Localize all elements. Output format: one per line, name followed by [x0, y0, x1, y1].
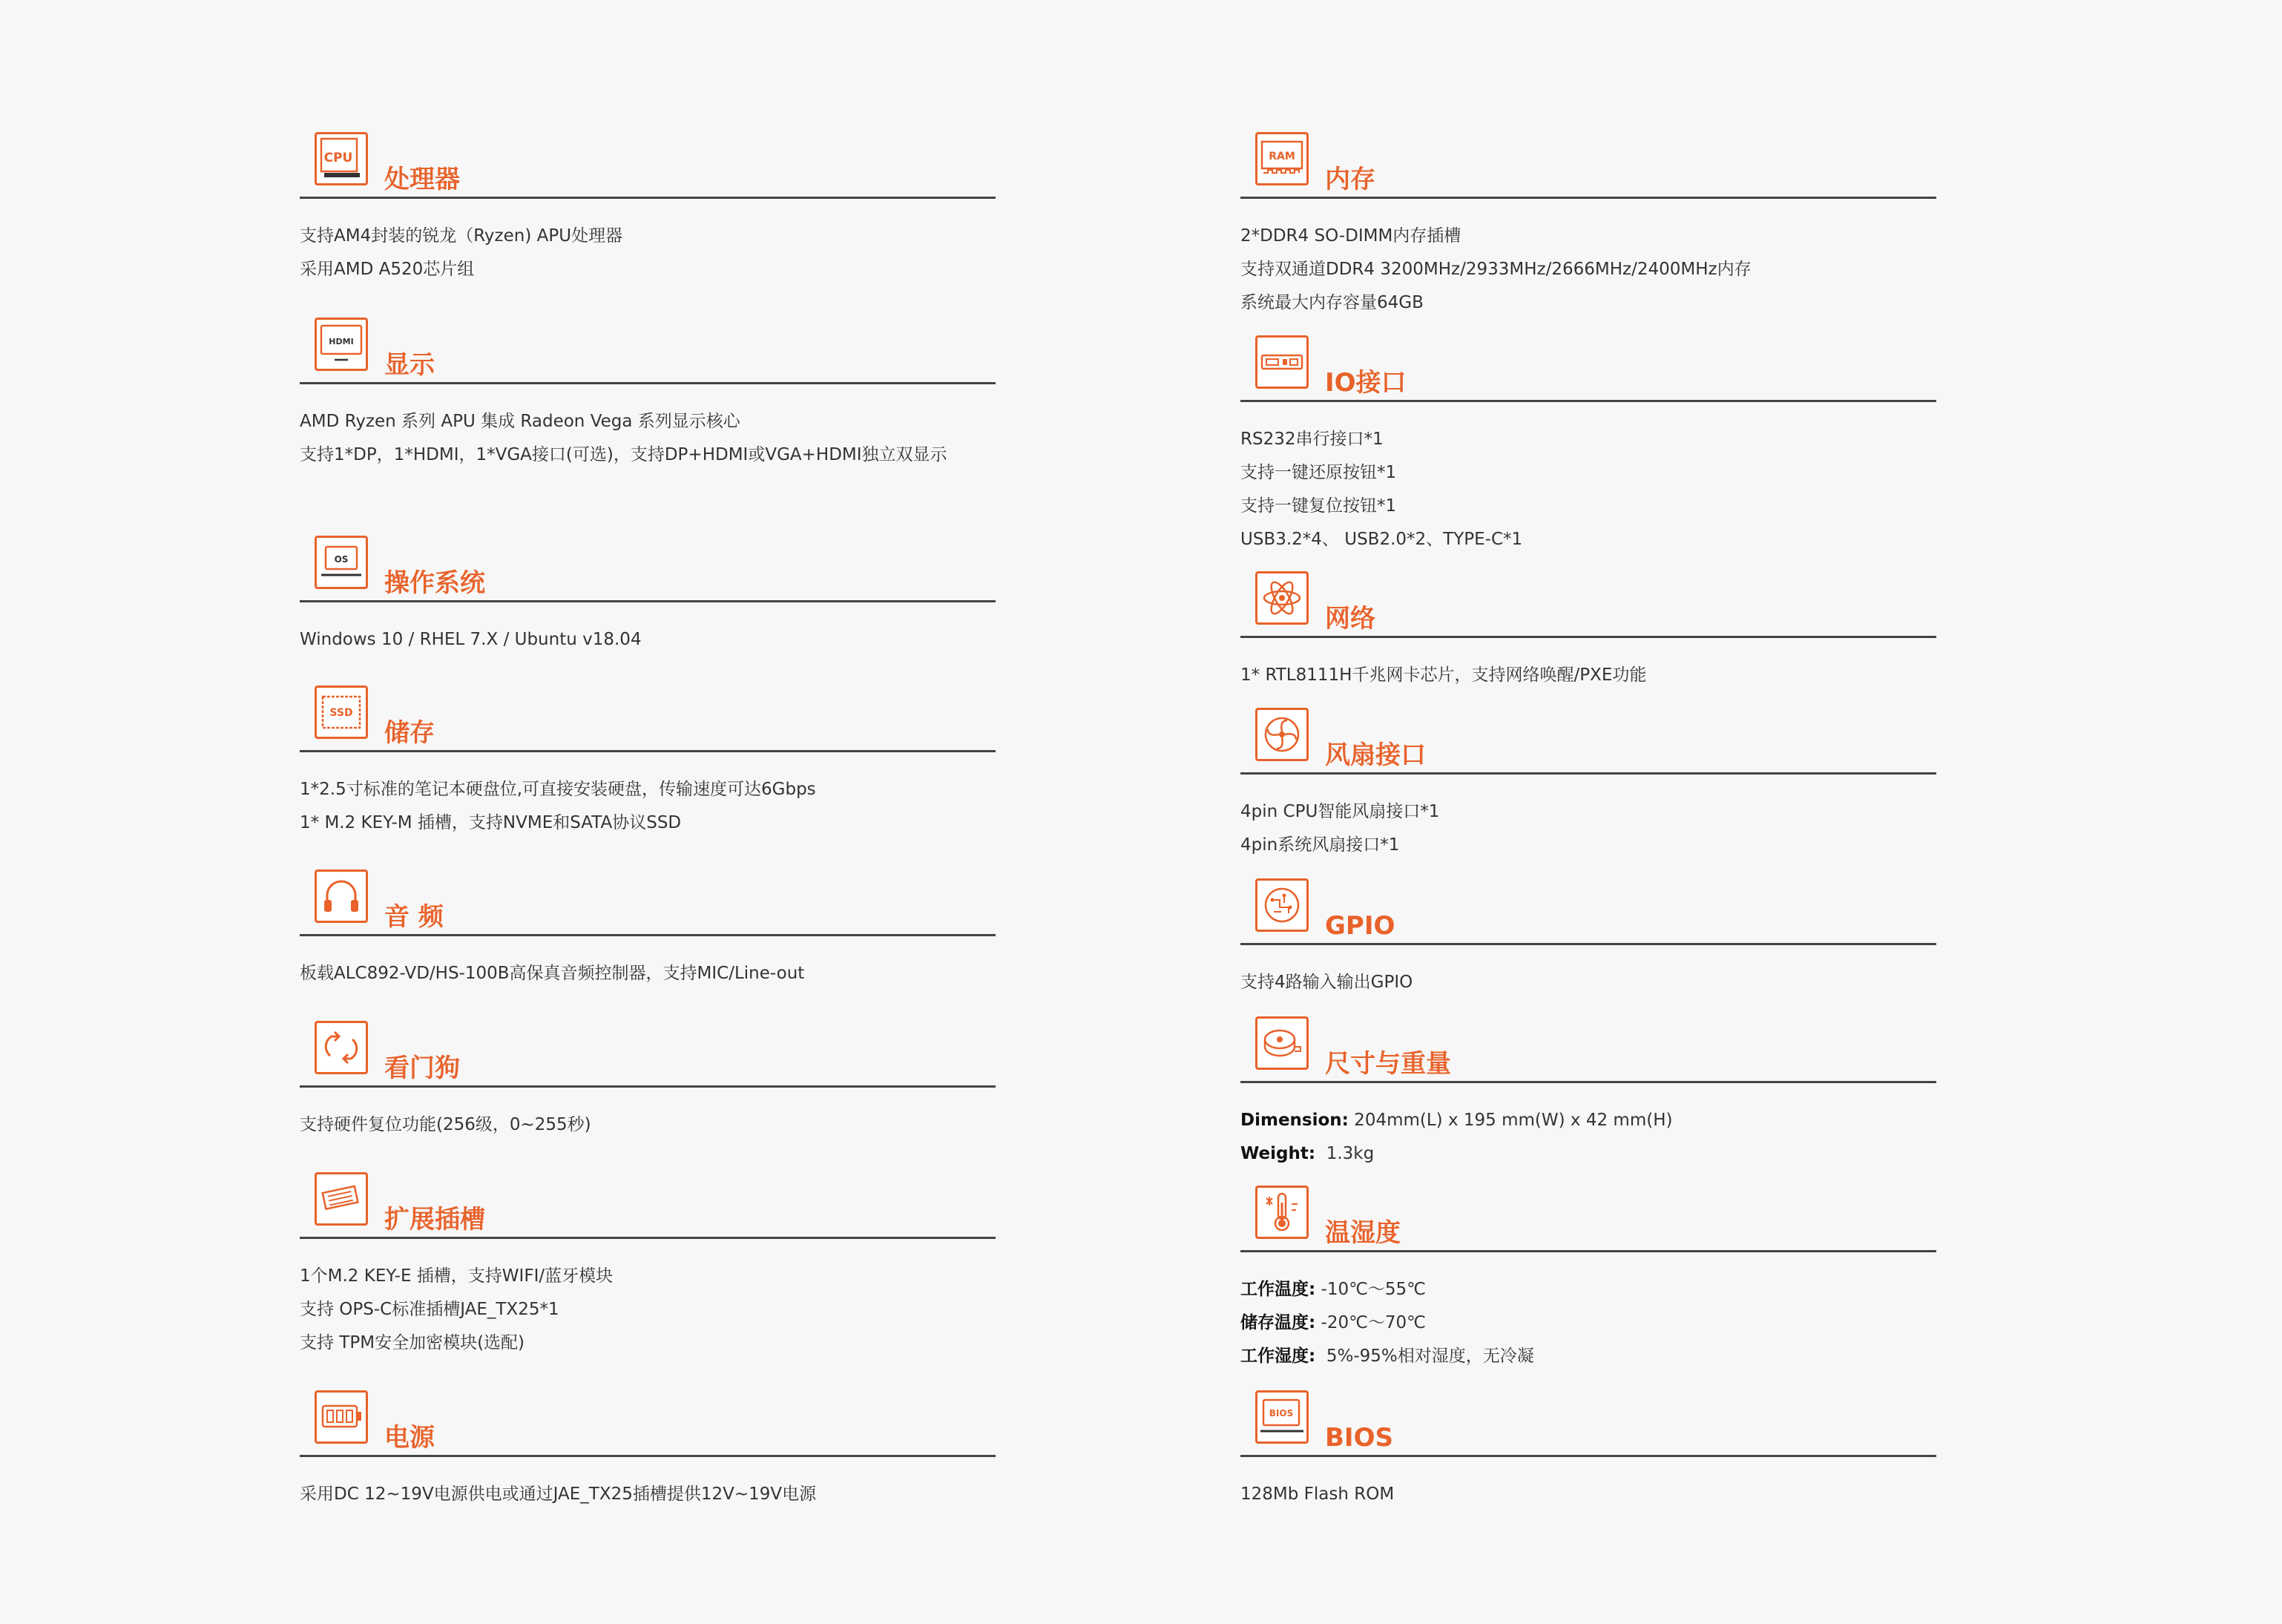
spec-line — [1240, 829, 1936, 862]
spec-line — [300, 1108, 996, 1142]
section-header — [300, 686, 996, 752]
spec-value: 支持硬件复位功能(256级，0~255秒) — [300, 1115, 591, 1134]
spec-value: Windows 10 / RHEL 7.X / Ubuntu v18.04 — [300, 630, 642, 649]
section-power — [300, 1390, 996, 1511]
spec-line — [300, 1327, 996, 1360]
spec-line — [1240, 1478, 1936, 1511]
section-header — [1240, 878, 1936, 945]
thermometer-icon — [1255, 1186, 1309, 1239]
spec-value: 2*DDR4 SO-DIMM内存插槽 — [1240, 226, 1461, 246]
spec-value: 支持4路输入输出GPIO — [1240, 973, 1413, 992]
section-title: 操作系统 — [384, 568, 485, 598]
spec-line — [300, 220, 996, 253]
spec-line — [300, 957, 996, 990]
divider — [300, 934, 996, 936]
spec-line — [1240, 1340, 1936, 1373]
divider — [300, 382, 996, 384]
ram-icon — [1255, 132, 1309, 185]
spec-value: -10℃～55℃ — [1315, 1280, 1427, 1299]
spec-line — [300, 405, 996, 438]
section-header — [300, 536, 996, 602]
section-title: 风扇接口 — [1325, 740, 1426, 770]
circuit-icon — [1255, 878, 1309, 932]
section-header — [1240, 571, 1936, 638]
section-header — [1240, 132, 1936, 199]
spec-lines — [300, 1088, 996, 1142]
refresh-arrows-icon — [315, 1021, 368, 1074]
section-title: 扩展插槽 — [384, 1205, 485, 1235]
spec-line — [300, 1260, 996, 1293]
svg-text:RAM: RAM — [1269, 151, 1295, 162]
spec-line — [300, 806, 996, 840]
ssd-icon — [315, 686, 368, 739]
spec-line — [300, 1293, 996, 1327]
spec-label: Weight: — [1240, 1144, 1316, 1163]
spec-line — [300, 1478, 996, 1511]
divider — [1240, 1455, 1936, 1457]
headphones-icon — [315, 869, 368, 923]
fan-icon — [1255, 708, 1309, 761]
spec-label: Dimension: — [1240, 1111, 1349, 1130]
spec-lines — [1240, 199, 1936, 320]
os-laptop-icon — [315, 536, 368, 589]
section-title: 网络 — [1325, 604, 1375, 634]
spec-line — [1240, 1306, 1936, 1340]
section-os — [300, 536, 996, 657]
section-gpio — [1240, 878, 1936, 999]
spec-lines — [1240, 775, 1936, 862]
spec-line — [300, 623, 996, 657]
spec-value: 1* RTL8111H千兆网卡芯片，支持网络唤醒/PXE功能 — [1240, 665, 1647, 685]
spec-value: 支持一键复位按钮*1 — [1240, 496, 1397, 516]
spec-value: 5%-95%相对湿度，无冷凝 — [1315, 1347, 1534, 1366]
section-header — [1240, 1186, 1936, 1252]
section-ram — [1240, 132, 1936, 320]
spec-lines — [1240, 945, 1936, 999]
divider — [1240, 636, 1936, 638]
divider — [1240, 1081, 1936, 1083]
spec-line — [1240, 456, 1936, 490]
spec-value: 采用DC 12~19V电源供电或通过JAE_TX25插槽提供12V~19V电源 — [300, 1485, 817, 1504]
spec-lines — [300, 199, 996, 286]
section-header — [300, 869, 996, 936]
tape-measure-icon — [1255, 1016, 1309, 1070]
section-expansion — [300, 1172, 996, 1360]
spec-line — [1240, 286, 1936, 320]
spec-lines — [1240, 1083, 1936, 1171]
divider — [300, 750, 996, 752]
section-title: 电源 — [384, 1423, 435, 1453]
spec-label: 储存温度: — [1240, 1313, 1316, 1332]
section-size — [1240, 1016, 1936, 1171]
spec-value: 1.3kg — [1315, 1144, 1375, 1163]
section-title: 显示 — [384, 350, 435, 380]
spec-value: -20℃～70℃ — [1315, 1313, 1427, 1332]
section-temperature — [1240, 1186, 1936, 1373]
section-header — [1240, 708, 1936, 775]
spec-value: 支持一键还原按钮*1 — [1240, 463, 1397, 482]
divider — [300, 1237, 996, 1239]
divider — [1240, 772, 1936, 775]
spec-lines — [1240, 1457, 1936, 1511]
spec-lines — [300, 936, 996, 990]
spec-value: 1* M.2 KEY-M 插槽，支持NVME和SATA协议SSD — [300, 813, 682, 832]
spec-value: 支持1*DP，1*HDMI，1*VGA接口(可选)，支持DP+HDMI或VGA+HDMI独立双显示 — [300, 445, 947, 464]
spec-lines — [300, 1239, 996, 1360]
divider — [1240, 1250, 1936, 1252]
bios-chip-icon — [1255, 1390, 1309, 1444]
section-fan — [1240, 708, 1936, 862]
section-header — [300, 318, 996, 384]
spec-line — [300, 253, 996, 286]
section-title: 温湿度 — [1325, 1218, 1401, 1248]
spec-value: 支持AM4封装的锐龙（Ryzen) APU处理器 — [300, 226, 623, 246]
spec-value: 1*2.5寸标准的笔记本硬盘位,可直接安装硬盘，传输速度可达6Gbps — [300, 780, 816, 799]
section-bios — [1240, 1390, 1936, 1511]
spec-lines — [300, 384, 996, 472]
spec-label: 工作温度: — [1240, 1280, 1316, 1299]
io-port-icon — [1255, 335, 1309, 389]
section-io — [1240, 335, 1936, 556]
spec-value: 采用AMD A520芯片组 — [300, 260, 475, 279]
divider — [300, 600, 996, 602]
section-cpu — [300, 132, 996, 286]
spec-lines — [1240, 402, 1936, 556]
spec-value: 系统最大内存容量64GB — [1240, 293, 1424, 312]
divider — [1240, 400, 1936, 402]
spec-value: 支持双通道DDR4 3200MHz/2933MHz/2666MHz/2400MHz内存 — [1240, 260, 1752, 279]
spec-line — [1240, 490, 1936, 523]
spec-lines — [1240, 638, 1936, 692]
spec-label: 工作湿度: — [1240, 1347, 1316, 1366]
spec-line — [1240, 423, 1936, 456]
spec-value: 支持 TPM安全加密模块(选配) — [300, 1333, 525, 1352]
battery-icon — [315, 1390, 368, 1444]
section-title: 内存 — [1325, 165, 1375, 194]
section-network — [1240, 571, 1936, 692]
section-title: IO接口 — [1325, 368, 1407, 398]
section-title: GPIO — [1325, 911, 1395, 941]
section-header — [300, 132, 996, 199]
svg-text:OS: OS — [334, 554, 349, 565]
spec-value: 板载ALC892-VD/HS-100B高保真音频控制器，支持MIC/Line-out — [300, 964, 805, 983]
spec-lines — [300, 1457, 996, 1511]
section-header — [1240, 335, 1936, 402]
section-title: 音 频 — [384, 902, 444, 932]
network-atom-icon — [1255, 571, 1309, 625]
spec-value: 4pin CPU智能风扇接口*1 — [1240, 802, 1440, 821]
divider — [1240, 943, 1936, 945]
svg-text:HDMI: HDMI — [329, 337, 354, 346]
section-display — [300, 318, 996, 472]
spec-line — [1240, 1137, 1936, 1171]
spec-value: 1个M.2 KEY-E 插槽，支持WIFI/蓝牙模块 — [300, 1266, 614, 1286]
spec-value: AMD Ryzen 系列 APU 集成 Radeon Vega 系列显示核心 — [300, 412, 740, 431]
spec-lines — [300, 602, 996, 657]
spec-line — [1240, 253, 1936, 286]
svg-text:BIOS: BIOS — [1269, 1408, 1294, 1418]
section-storage — [300, 686, 996, 840]
section-title: 处理器 — [384, 165, 460, 194]
divider — [1240, 197, 1936, 199]
spec-line — [1240, 966, 1936, 999]
svg-text:CPU: CPU — [323, 151, 353, 165]
spec-line — [300, 438, 996, 472]
spec-line — [1240, 1104, 1936, 1137]
spec-line — [1240, 1273, 1936, 1306]
section-header — [300, 1021, 996, 1088]
spec-lines — [1240, 1252, 1936, 1373]
divider — [300, 1085, 996, 1088]
spec-line — [300, 773, 996, 806]
spec-value: USB3.2*4、 USB2.0*2、TYPE-C*1 — [1240, 530, 1523, 549]
spec-value: 支持 OPS-C标准插槽JAE_TX25*1 — [300, 1300, 559, 1319]
spec-line — [1240, 523, 1936, 556]
spec-line — [1240, 795, 1936, 829]
section-audio — [300, 869, 996, 990]
spec-value: 4pin系统风扇接口*1 — [1240, 835, 1400, 855]
section-header — [1240, 1016, 1936, 1083]
section-header — [1240, 1390, 1936, 1457]
section-title: BIOS — [1325, 1423, 1393, 1453]
hdmi-monitor-icon — [315, 318, 368, 371]
section-watchdog — [300, 1021, 996, 1142]
spec-line — [1240, 220, 1936, 253]
spec-value: 204mm(L) x 195 mm(W) x 42 mm(H) — [1348, 1111, 1673, 1130]
svg-text:SSD: SSD — [329, 707, 353, 719]
spec-lines — [300, 752, 996, 840]
section-title: 储存 — [384, 718, 435, 748]
section-header — [300, 1172, 996, 1239]
section-title: 尺寸与重量 — [1325, 1049, 1451, 1079]
spec-line — [1240, 659, 1936, 692]
cpu-icon — [315, 132, 368, 185]
section-title: 看门狗 — [384, 1053, 460, 1083]
divider — [300, 1455, 996, 1457]
expansion-card-icon — [315, 1172, 368, 1226]
section-header — [300, 1390, 996, 1457]
spec-value: RS232串行接口*1 — [1240, 430, 1384, 449]
divider — [300, 197, 996, 199]
spec-value: 128Mb Flash ROM — [1240, 1485, 1395, 1504]
